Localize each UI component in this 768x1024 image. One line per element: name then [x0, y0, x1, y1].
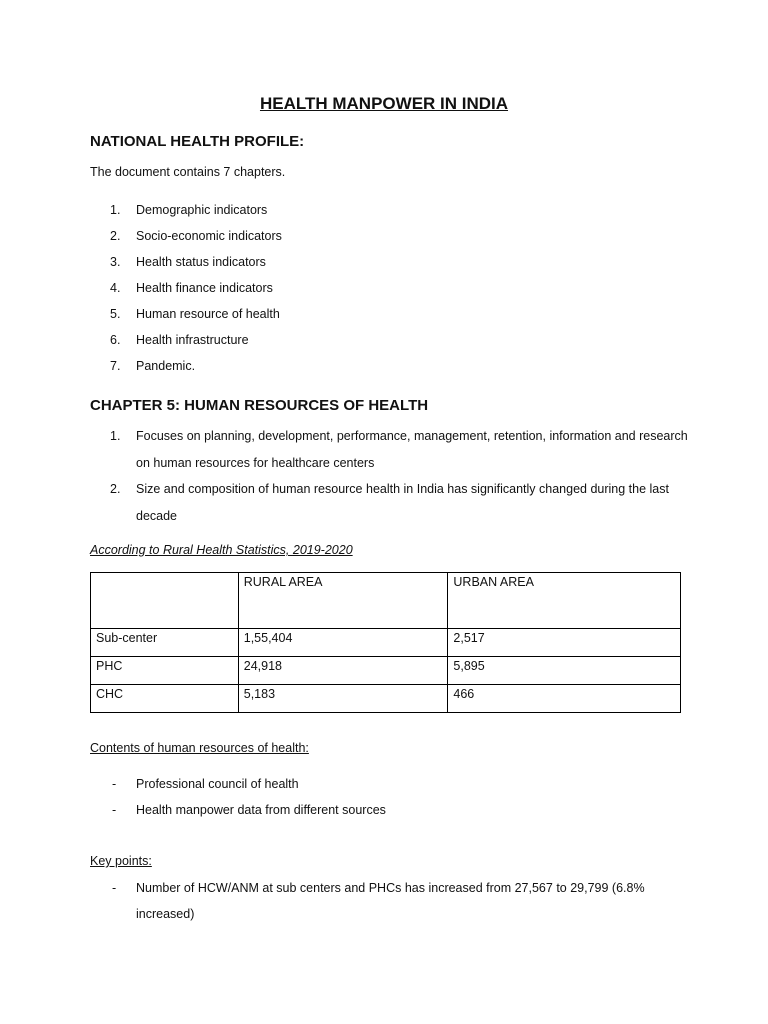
national-health-profile-heading: NATIONAL HEALTH PROFILE: — [90, 133, 305, 150]
table-header-cell: RURAL AREA — [238, 573, 448, 629]
list-number: 5. — [110, 307, 121, 321]
list-item-text: Health infrastructure — [136, 333, 249, 347]
list-item — [110, 476, 700, 529]
rural-health-statistics-table — [90, 572, 681, 713]
list-item — [110, 327, 700, 353]
list-item — [110, 275, 700, 301]
table-cell: PHC — [91, 657, 239, 685]
dash-marker: - — [112, 803, 117, 817]
table-cell: 2,517 — [448, 629, 681, 657]
list-item — [110, 197, 700, 223]
key-points-list — [110, 875, 700, 927]
contents-heading: Contents of human resources of health: — [90, 741, 309, 755]
list-item-text: Human resource of health — [136, 307, 280, 321]
table-cell: 24,918 — [238, 657, 448, 685]
chapter-list — [110, 197, 700, 379]
document-title: HEALTH MANPOWER IN INDIA — [259, 94, 509, 113]
list-number: 1. — [110, 429, 121, 443]
chapter5-points-list — [110, 423, 700, 529]
list-item-text: Pandemic. — [136, 359, 196, 373]
dash-marker: - — [112, 881, 117, 895]
list-number: 7. — [110, 359, 121, 373]
list-number: 3. — [110, 255, 121, 269]
table-row — [91, 629, 681, 657]
chapter5-heading: CHAPTER 5: HUMAN RESOURCES OF HEALTH — [90, 397, 429, 414]
table-caption: According to Rural Health Statistics, 2019-2020 — [90, 543, 353, 557]
table-cell: 466 — [448, 685, 681, 713]
table-header-row — [91, 573, 681, 629]
table-cell: CHC — [91, 685, 239, 713]
list-number: 4. — [110, 281, 121, 295]
list-item — [110, 771, 700, 797]
list-number: 2. — [110, 482, 121, 496]
table-cell: 5,183 — [238, 685, 448, 713]
list-item-text: Health finance indicators — [136, 281, 273, 295]
list-item — [110, 301, 700, 327]
list-item-text: Health status indicators — [136, 255, 266, 269]
list-item — [110, 797, 700, 823]
list-number: 1. — [110, 203, 121, 217]
table-cell: 1,55,404 — [238, 629, 448, 657]
dash-marker: - — [112, 777, 117, 791]
intro-paragraph: The document contains 7 chapters. — [90, 165, 286, 179]
table-cell: 5,895 — [448, 657, 681, 685]
table-header-cell: URBAN AREA — [448, 573, 681, 629]
list-item — [110, 353, 700, 379]
list-item-text: Socio-economic indicators — [136, 229, 282, 243]
list-number: 2. — [110, 229, 121, 243]
table-cell: Sub-center — [91, 629, 239, 657]
contents-list — [110, 771, 700, 823]
table-header-cell — [91, 573, 239, 629]
key-points-heading: Key points: — [90, 854, 152, 868]
table-row — [91, 685, 681, 713]
list-item-text: Demographic indicators — [136, 203, 268, 217]
list-item — [110, 249, 700, 275]
list-item-text: Professional council of health — [136, 777, 299, 791]
list-item-text: Health manpower data from different sources — [136, 803, 386, 817]
list-item-text: Size and composition of human resource health in India has significantly changed during the last decade — [136, 482, 669, 523]
list-item — [110, 875, 700, 927]
table-row — [91, 657, 681, 685]
list-item-text: Focuses on planning, development, performance, management, retention, information and research on human resources for healthcare centers — [136, 429, 688, 470]
list-item — [110, 423, 700, 476]
list-item — [110, 223, 700, 249]
list-item-text: Number of HCW/ANM at sub centers and PHCs has increased from 27,567 to 29,799 (6.8% increased) — [136, 881, 645, 921]
list-number: 6. — [110, 333, 121, 347]
